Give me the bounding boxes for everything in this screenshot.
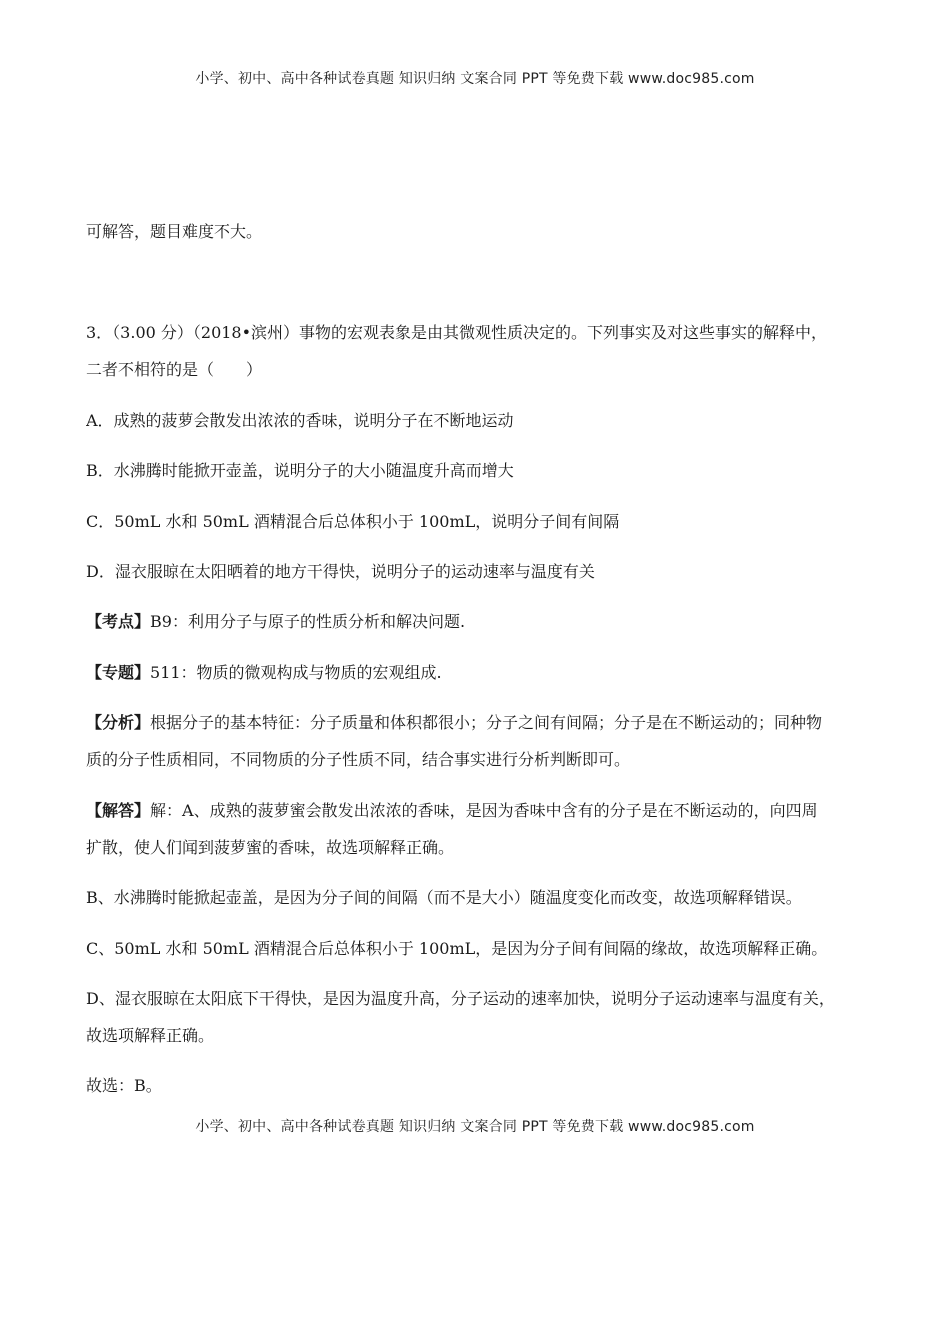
question-stem-line-2: 二者不相符的是（ ） — [86, 360, 263, 379]
zhuanti-tag: 【专题】 — [86, 663, 151, 682]
fenxi-line-2: 质的分子性质相同，不同物质的分子性质不同，结合事实进行分析判断即可。 — [86, 750, 631, 769]
option-c: C．50mL 水和 50mL 酒精混合后总体积小于 100mL，说明分子间有间隔 — [86, 512, 620, 531]
zhuanti-line — [86, 662, 876, 684]
jieda-d-line-1: D、湿衣服晾在太阳底下干得快，是因为温度升高，分子运动的速率加快，说明分子运动速率与温度有关， — [86, 989, 835, 1008]
zhuanti-text: 511：物质的微观构成与物质的宏观组成. — [150, 663, 442, 682]
jieda-line-1 — [86, 800, 876, 822]
kaodian-tag: 【考点】 — [86, 612, 151, 631]
jieda-tag: 【解答】 — [86, 801, 151, 820]
page-footer: 小学、初中、高中各种试卷真题 知识归纳 文案合同 PPT 等免费下载 www.doc985.com — [195, 1119, 755, 1135]
fenxi-text-1: 根据分子的基本特征：分子质量和体积都很小；分子之间有间隔；分子是在不断运动的；同种物 — [150, 713, 823, 732]
jieda-d-line-2: 故选项解释正确。 — [86, 1026, 215, 1045]
kaodian-line — [86, 611, 876, 633]
fenxi-line-1 — [86, 712, 876, 734]
jieda-text-1: 解：A、成熟的菠萝蜜会散发出浓浓的香味，是因为香味中含有的分子是在不断运动的，向四周 — [150, 801, 818, 820]
jieda-line-2: 扩散，使人们闻到菠萝蜜的香味，故选项解释正确。 — [86, 838, 455, 857]
jieda-c: C、50mL 水和 50mL 酒精混合后总体积小于 100mL，是因为分子间有间隔的缘故，故选项解释正确。 — [86, 939, 828, 958]
jieda-b: B、水沸腾时能掀起壶盖，是因为分子间的间隔（而不是大小）随温度变化而改变，故选项解释错误。 — [86, 888, 802, 907]
carryover-text: 可解答，题目难度不大。 — [86, 222, 263, 241]
question-stem-line-1: 3．（3.00 分）（2018•滨州）事物的宏观表象是由其微观性质决定的。下列事实及对这些事实的解释中， — [86, 323, 828, 342]
answer-line: 故选：B。 — [86, 1076, 162, 1095]
page-header: 小学、初中、高中各种试卷真题 知识归纳 文案合同 PPT 等免费下载 www.doc985.com — [195, 71, 755, 87]
option-b: B．水沸腾时能掀开壶盖，说明分子的大小随温度升高而增大 — [86, 461, 514, 480]
kaodian-text: B9：利用分子与原子的性质分析和解决问题. — [150, 612, 466, 631]
fenxi-tag: 【分析】 — [86, 713, 151, 732]
option-a: A．成熟的菠萝会散发出浓浓的香味，说明分子在不断地运动 — [86, 411, 514, 430]
option-d: D．湿衣服晾在太阳晒着的地方干得快，说明分子的运动速率与温度有关 — [86, 562, 595, 581]
